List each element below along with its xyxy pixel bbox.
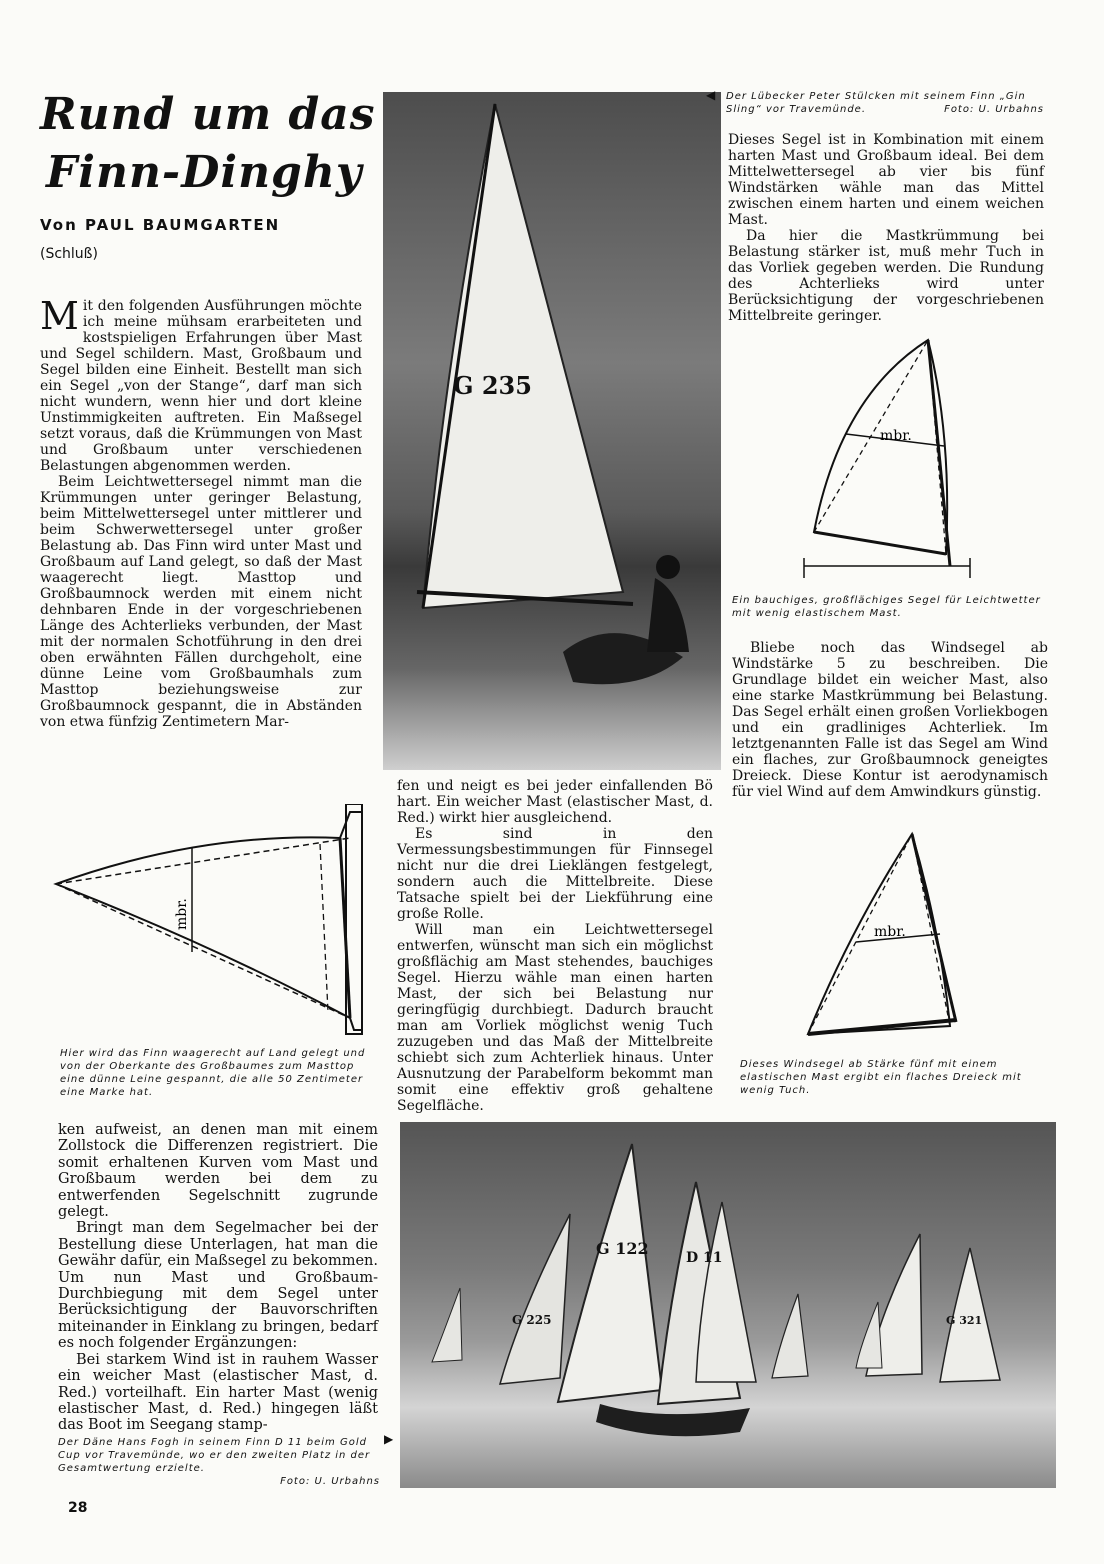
photo-1-caption — [726, 90, 1044, 116]
title-line-2: Finn-Dinghy — [46, 147, 363, 198]
photo-1-caption-text: Der Lübecker Peter Stülcken mit seinem Finn „Gin Sling“ vor Travemünde. — [726, 91, 1026, 115]
diagram-2-caption: Ein bauchiges, großflächiges Segel für Leichtwetter mit wenig elastischem Mast. — [732, 595, 1041, 619]
paragraph-strong-wind: Bei starkem Wind ist in rauhem Wasser ein weicher Mast (elastischer Mast, d. Red.) vorteilhaft. Ein harter Mast (wenig elastischer Mast, d. Red.) hingegen läßt das Boot im Seegang stamp- — [58, 1351, 378, 1434]
sail-number-g235: G 235 — [453, 371, 532, 400]
paragraph-combination: Dieses Segel ist in Kombination mit einem harten Mast und Großbaum ideal. Bei dem Mittelwettersegel ab vier bis fünf Windstärken wähle man das Mittel zwischen einem harten und einem weichen Mast. — [728, 132, 1044, 228]
paragraph-wind-sail: Bliebe noch das Windsegel ab Windstärke 5 zu beschreiben. Die Grundlage bildet ein weicher Mast, also eine starke Mastkrümmung bei Belastung. Das Segel erhält einen großen Vorliekbogen und ein gradliniges Achterliek. Im letztgenannten Falle ist das Segel am Wind ein flaches, zur Großbaumnock geneigtes Dreieck. Diese Kontur ist aerodynamisch für viel Wind auf dem Amwindkurs günstig. — [732, 640, 1048, 800]
diagram-lightweather-sail — [800, 336, 975, 584]
photo-finn-g235 — [383, 92, 721, 770]
photo-2-caption-text: Der Däne Hans Fogh in seinem Finn D 11 beim Gold Cup vor Travemünde, wo er den zweiten Platz in der Gesamtwertung erzielte. — [58, 1437, 371, 1474]
paragraph-marks: ken aufweist, an denen man mit einem Zollstock die Differenzen registriert. Die somit erhaltenen Kurven vom Mast und Großbaum werden bei dem zu entwerfenden Segelschnitt zugrunde gelegt. — [58, 1122, 378, 1221]
sail-number-g321: G 321 — [946, 1314, 983, 1327]
paragraph-lightweather-design: Will man ein Leichtwettersegel entwerfen, wünscht man sich ein möglichst großflächig am Mast stehendes, bauchiges Segel. Hierzu wähle man einen harten Mast, der sich bei Belastung nur geringfügig durchbiegt. Dadurch braucht man am Vorliek möglichst wenig Tuch zuzugeben und das Maß der Mittelbreite schiebt sich zum Achterliek hinaus. Unter Ausnutzung der Parabelform bekommt man somit eine effektiv groß gehaltene Segelfläche. — [397, 922, 713, 1114]
column-1-lower — [58, 1122, 378, 1434]
diagram-3-caption: Dieses Windsegel ab Stärke fünf mit einem elastischen Mast ergibt ein flaches Dreieck mit wenig Tuch. — [740, 1059, 1022, 1096]
photo-2-caption — [58, 1436, 380, 1488]
page-number: 28 — [68, 1500, 88, 1516]
column-3-middle — [732, 640, 1048, 800]
arrow-right-icon: ▶ — [384, 1432, 394, 1446]
paragraph-sailmaker: Bringt man dem Segelmacher bei der Bestellung diese Unterlagen, hat man die Gewähr dafür, ein Maßsegel zu bekommen. Um nun Mast und Großbaum-Durchbiegung mit dem Segel unter Berücksichtigung der Bauvorschriften miteinander in Einklang zu bringen, bedarf es noch folgender Ergänzungen: — [58, 1220, 378, 1352]
paragraph-mast-bend: Da hier die Mastkrümmung bei Belastung stärker ist, muß mehr Tuch in das Vorliek gegeben werden. Die Rundung des Achterlieks wird unter Berücksichtigung der vorgeschriebenen Mittelbreite geringer. — [728, 228, 1044, 324]
article-title — [40, 86, 376, 202]
photo-2-credit: Foto: U. Urbahns — [280, 1476, 380, 1487]
diagram-wind-sail — [800, 830, 975, 1045]
column-2 — [397, 778, 713, 1114]
paragraph-intro: it den folgenden Ausführungen möchte ich meine mühsam erarbeiteten und kostspieligen Erfahrungen über Mast und Segel schildern. Mast, Großbaum und Segel bilden eine Einheit. Bestellt man sich ein Segel „von der Stange“, darf man sich nicht wundern, wenn hier und dort kleine Unstimmigkeiten auftreten. Ein Maßsegel setzt voraus, daß die Krümmungen von Mast und Großbaum unter verschiedenen Belastungen abgenommen werden. — [40, 298, 362, 474]
continuation-note: (Schluß) — [40, 246, 98, 262]
paragraph-soft-mast: fen und neigt es bei jeder einfallenden Bö hart. Ein weicher Mast (elastischer Mast, d. Red.) wirkt hier ausgleichend. — [397, 778, 713, 826]
diagram-1-caption: Hier wird das Finn waagerecht auf Land gelegt und von der Oberkante des Großbaumes zum Masttop eine dünne Leine gespannt, die alle 50 Zentimeter eine Marke hat. — [60, 1048, 366, 1098]
sail-number-g122: G 122 — [596, 1239, 649, 1258]
byline: Von PAUL BAUMGARTEN — [40, 216, 281, 234]
arrow-left-icon: ◀ — [706, 88, 716, 102]
photo-regatta — [400, 1122, 1056, 1488]
sail-number-d11: D 11 — [686, 1250, 723, 1266]
photo-1-credit: Foto: U. Urbahns — [944, 104, 1044, 115]
sail-number-g225: G 225 — [512, 1313, 552, 1327]
column-1-upper — [40, 294, 362, 730]
column-3-upper — [728, 132, 1044, 324]
paragraph-measurement: Es sind in den Vermessungsbestimmungen für Finnsegel nicht nur die drei Lieklängen festgelegt, sondern auch die Mittelbreite. Diese Tatsache spielt bei der Liekführung eine große Rolle. — [397, 826, 713, 922]
diagram-2-label: mbr. — [880, 428, 912, 444]
title-line-1: Rund um das — [40, 89, 376, 140]
paragraph-lightweather: Beim Leichtwettersegel nimmt man die Krümmungen unter geringer Belastung, beim Mittelwettersegel unter mittlerer und beim Schwerwettersegel unter großer Belastung ab. Das Finn wird unter Mast und Großbaum auf Land gelegt, so daß der Mast waagerecht liegt. Masttop und Großbaumnock werden mit einem nicht dehnbaren Ende in der vorgeschriebenen Länge des Achterlieks verbunden, der Mast mit der normalen Schotführung in den drei oben erwähnten Fällen durchgeholt, eine dünne Leine vom Großbaumhals zum Masttop beziehungsweise zur Großbaumnock gespannt, die in Abständen von etwa fünfzig Zentimetern Mar- — [40, 474, 362, 730]
diagram-horizontal-sail — [50, 804, 375, 1044]
diagram-3-label: mbr. — [874, 924, 906, 940]
drop-cap: M — [40, 294, 79, 338]
diagram-1-label: mbr. — [174, 898, 190, 930]
